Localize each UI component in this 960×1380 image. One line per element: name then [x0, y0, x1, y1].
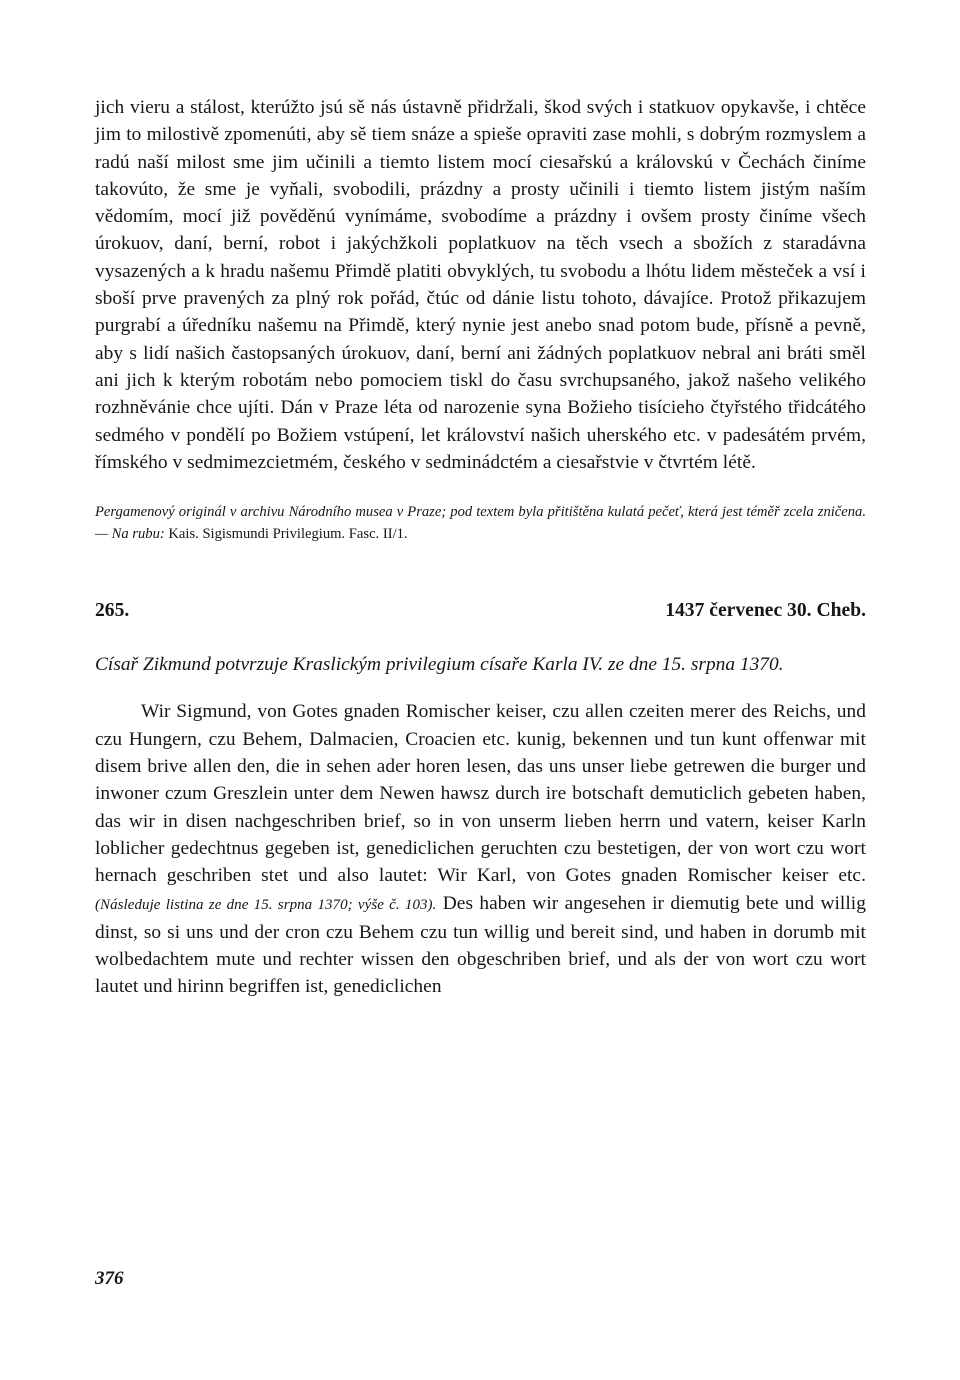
archival-note-italic: Pergamenový originál v archivu Národního musea v Praze; pod textem byla přitištěna kulatá pečeť, která jest téměř zcela zničena. — Na rubu: — [95, 504, 866, 542]
document-heading — [95, 599, 866, 623]
archival-note — [95, 502, 866, 545]
german-text-part-1: Wir Sigmund, von Gotes gnaden Romischer keiser, czu allen czeiten merer des Reichs, und czu Hungern, czu Behem, Dalmacien, Croacien etc. kunig, bekennen und tun kunt offenwar mit disem brive allen den, die in sehen ader horen lesen, das uns unser liebe getrewen die burger und inwoner czum Greszlein unter dem Newen hawsz durch ire botschaft demuticlich gebeten haben, das wir in disen nachgeschriben brief, so in von unserm lieben herrn und vatern, keiser Karln loblicher gedechtnus gegeben ist, genediclichen geruchten czu bestetigen, der von wort czu wort hernach geschriben stet und also lautet: Wir Karl, von Gotes gnaden Romischer keiser etc. — [95, 701, 866, 887]
archival-note-plain: Kais. Sigismundi Privilegium. Fasc. II/1. — [168, 525, 408, 542]
document-date-place: 1437 červenec 30. Cheb. — [665, 600, 866, 622]
page-content — [95, 94, 866, 1001]
german-charter-text — [95, 698, 866, 1000]
document-regest: Císař Zikmund potvrzuje Kraslickým privilegium císaře Karla IV. ze dne 15. srpna 1370. — [95, 654, 784, 676]
document-number: 265. — [95, 600, 130, 622]
german-text-part-2: Des haben wir angesehen ir diemutig bete und willig dinst, so si uns und der cron czu Behem czu tun willig und bereit sind, und haben in dorumb mit wolbedachtem mute und rechter wissen den obgeschriben brief, und als der von wort czu wort lautet und hirinn begriffen ist, genediclichen — [95, 892, 866, 998]
czech-charter-text: jich vieru a stálost, kterúžto jsú sě nás ústavně přidržali, škod svých i statkuov opykavše, i chtěce jim to milostivě zpomenúti, aby sě tiem snáze a spieše opraviti zase mohli, s dobrým rozmyslem a radú naší milost sme jim učinili a tiemto listem mocí ciesařskú a královskú v Čechách činíme takovúto, že sme je vyňali, svobodili, prázdny a prosty učinili i tiemto listem jistým naším vědomím, mocí již pověděnú vynímáme, svobodíme a prázdny i ovšem prosty činíme všech úrokuov, daní, berní, robot i jakýchžkoli poplatkuov na těch vsech a sbožích z staradávna vysazených a k hradu našemu Přimdě platiti obvyklých, tu svobodu a lhótu lidem městeček a vsí i sboší prve pravených za plný rok pořád, čtúc od dánie listu tohoto, dávajíce. Protož přikazujem purgrabí a úředníku našemu na Přimdě, který nynie jest anebo snad potom bude, přísně a pevně, aby s lidí našich častopsaných úrokuov, daní, berní ani žádných poplatkuov nebral ani bráti směl ani jich k kterým robotám nebo pomociem tiskl do času svrchupsaného, jakož našeho velikého rozhněvánie chce ujíti. Dán v Praze léta od narozenie syna Božieho tisícieho čtyřstého třidcátého sedmého v pondělí po Božiem vstúpení, let království našich uherského etc. v padesátém prvém, římského v sedmimezcietmém, českého v sedminádctém a ciesařstvie v čtvrtém létě. — [95, 97, 866, 473]
editorial-insert: (Následuje listina ze dne 15. srpna 1370; výše č. 103). — [95, 896, 437, 913]
page-number: 376 — [95, 1268, 124, 1289]
